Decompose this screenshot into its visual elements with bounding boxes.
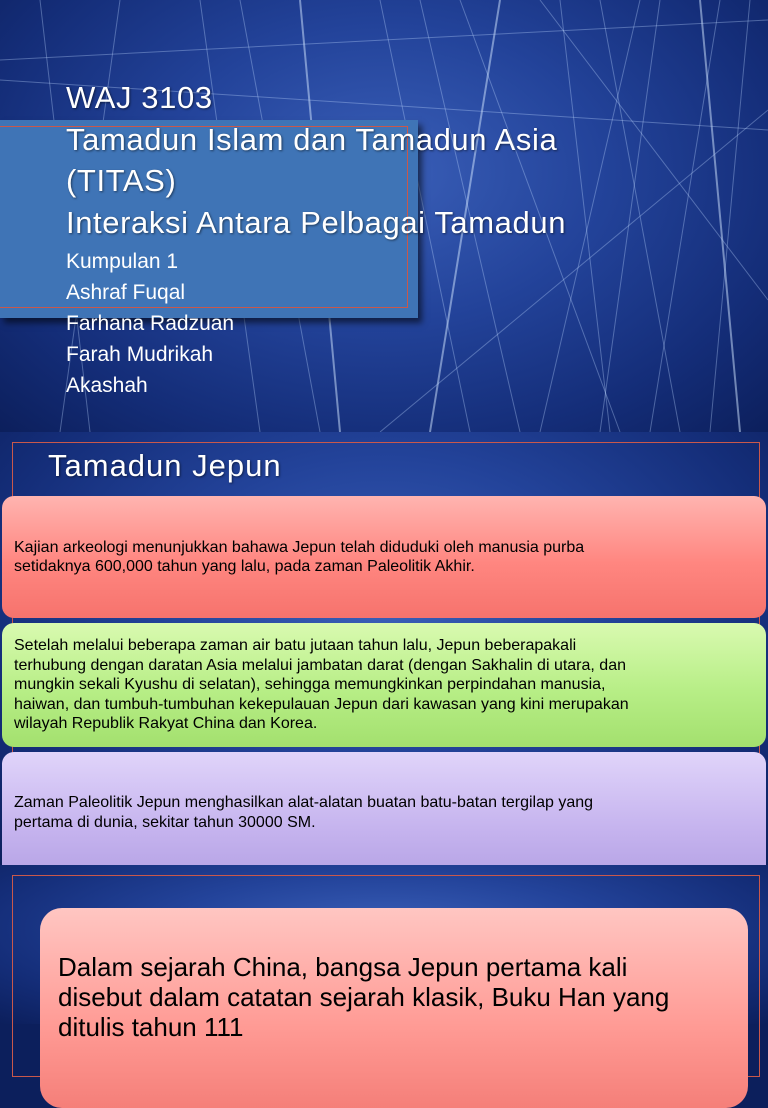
member-name: Farah Mudrikah bbox=[66, 343, 214, 366]
info-box-text: Zaman Paleolitik Jepun menghasilkan alat-alatan buatan batu-batan tergilap yang pertama di dunia, sekitar tahun 30000 SM. bbox=[14, 794, 594, 831]
info-box-land-bridge bbox=[2, 623, 766, 747]
member-name: Akashah bbox=[66, 374, 148, 397]
course-title: Tamadun Islam dan Tamadun Asia bbox=[66, 121, 558, 157]
group-label: Kumpulan 1 bbox=[66, 250, 179, 273]
info-box-paleolithic-tools bbox=[2, 752, 766, 882]
info-box-text: Kajian arkeologi menunjukkan bahawa Jepun telah diduduki oleh manusia purba setidaknya 600,000 tahun yang lalu, pada zaman Paleolitik Akhir. bbox=[14, 538, 585, 575]
presentation-subtitle: Interaksi Antara Pelbagai Tamadun bbox=[66, 204, 567, 240]
info-box-china-records bbox=[40, 908, 748, 1108]
china-history-slide bbox=[0, 865, 768, 1042]
title-slide bbox=[0, 0, 768, 432]
jepun-slide bbox=[0, 432, 768, 865]
course-abbreviation: (TITAS) bbox=[66, 163, 177, 198]
info-box-text: Setelah melalui beberapa zaman air batu jutaan tahun lalu, Jepun beberapakali terhubung dengan daratan Asia melalui jambatan darat (dengan Sakhalin di utara, dan mungkin sekali Kyushu di selatan), sehingga memungkinkan perpindahan manusia, haiwan, dan tumbuh-tumbuhan kekepulauan Jepun dari kawasan yang kini merupakan wilayah Republik Rakyat China dan Korea. bbox=[14, 637, 629, 733]
course-code: WAJ 3103 bbox=[66, 80, 213, 115]
info-box-archaeology bbox=[2, 496, 766, 618]
slide-title: Tamadun Jepun bbox=[48, 448, 282, 483]
member-name: Ashraf Fuqal bbox=[66, 281, 186, 304]
title-block bbox=[66, 77, 566, 243]
info-box-text: Dalam sejarah China, bangsa Jepun pertama kali disebut dalam catatan sejarah klasik, Buku Han yang ditulis tahun 111 bbox=[58, 952, 670, 1042]
member-list bbox=[66, 246, 234, 401]
member-name: Farhana Radzuan bbox=[66, 312, 235, 335]
